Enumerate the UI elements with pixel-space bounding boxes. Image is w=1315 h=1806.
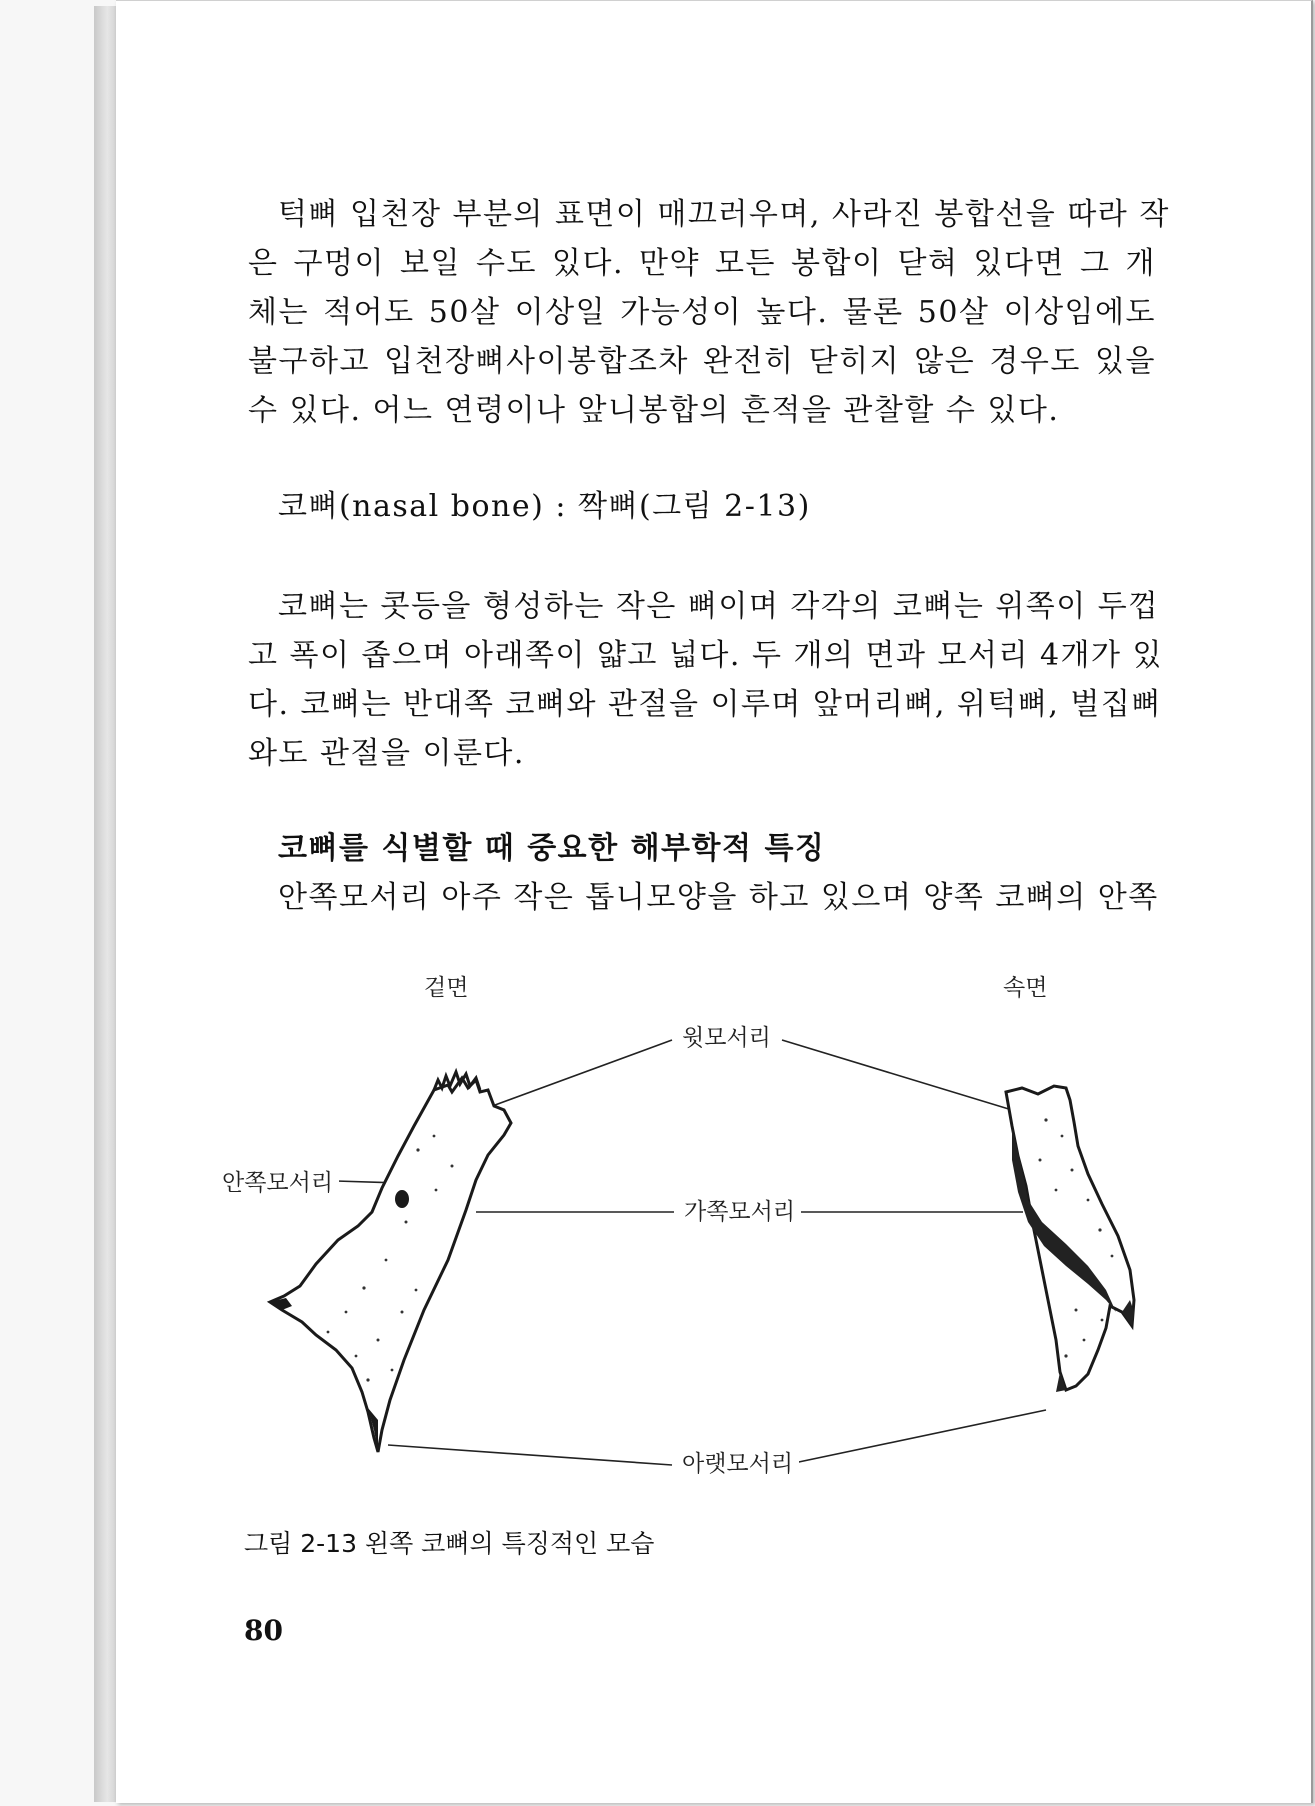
paragraph-nasal-bone-description (248, 582, 1164, 778)
label-inferior-border: 아랫모서리 (676, 1450, 799, 1478)
leader-line-superior-outer (495, 1040, 672, 1105)
book-page-edge (94, 6, 117, 1802)
paragraph-line: 고 폭이 좁으며 아래쪽이 얇고 넓다. 두 개의 면과 모서리 4개가 있 (248, 638, 1164, 673)
label-lateral-border: 가쪽모서리 (678, 1198, 801, 1226)
paragraph-medial-border (248, 873, 1159, 922)
label-medial-border: 안쪽모서리 (222, 1169, 339, 1197)
section-heading-nasal-bone: 코뼈(nasal bone) : 짝뼈(그림 2-13) (278, 489, 811, 524)
paragraph-line: 불구하고 입천장뼈사이봉합조차 완전히 닫히지 않은 경우도 있을 (248, 344, 1156, 379)
label-outer-surface: 겉면 (424, 975, 469, 1001)
paragraph-palate-text (248, 190, 1170, 435)
paragraph-line: 체는 적어도 50살 이상일 가능성이 높다. 물론 50살 이상임에도 (248, 295, 1156, 330)
paragraph-line: 다. 코뼈는 반대쪽 코뼈와 관절을 이루며 앞머리뼈, 위턱뼈, 벌집뼈 (248, 687, 1162, 722)
nasal-bone-inner-surface (1006, 1086, 1134, 1392)
paragraph-line: 은 구멍이 보일 수도 있다. 만약 모든 봉합이 닫혀 있다면 그 개 (248, 246, 1156, 281)
leader-line-superior-inner (782, 1040, 1012, 1110)
paragraph-line: 안쪽모서리 아주 작은 톱니모양을 하고 있으며 양쪽 코뼈의 안쪽 (278, 880, 1159, 915)
figure-caption: 그림 2-13 왼쪽 코뼈의 특징적인 모습 (244, 1529, 655, 1558)
nasal-bone-outer-surface (270, 1072, 511, 1452)
page-number: 80 (244, 1614, 283, 1647)
paragraph-line: 코뼈는 콧등을 형성하는 작은 뼈이며 각각의 코뼈는 위쪽이 두껍 (278, 589, 1159, 624)
paragraph-line: 와도 관절을 이룬다. (248, 736, 525, 771)
label-superior-border: 윗모서리 (676, 1024, 777, 1052)
subheading-anatomical-features: 코뼈를 식별할 때 중요한 해부학적 특징 (278, 831, 826, 866)
paragraph-line: 수 있다. 어느 연령이나 앞니봉합의 흔적을 관찰할 수 있다. (248, 393, 1060, 428)
label-inner-surface: 속면 (1003, 975, 1048, 1001)
leader-line-inferior-outer (388, 1445, 672, 1465)
paragraph-line: 턱뼈 입천장 부분의 표면이 매끄러우며, 사라진 봉합선을 따라 작 (278, 197, 1170, 232)
leader-line-inferior-inner (794, 1410, 1046, 1463)
figure-nasal-bone (116, 960, 1311, 1480)
